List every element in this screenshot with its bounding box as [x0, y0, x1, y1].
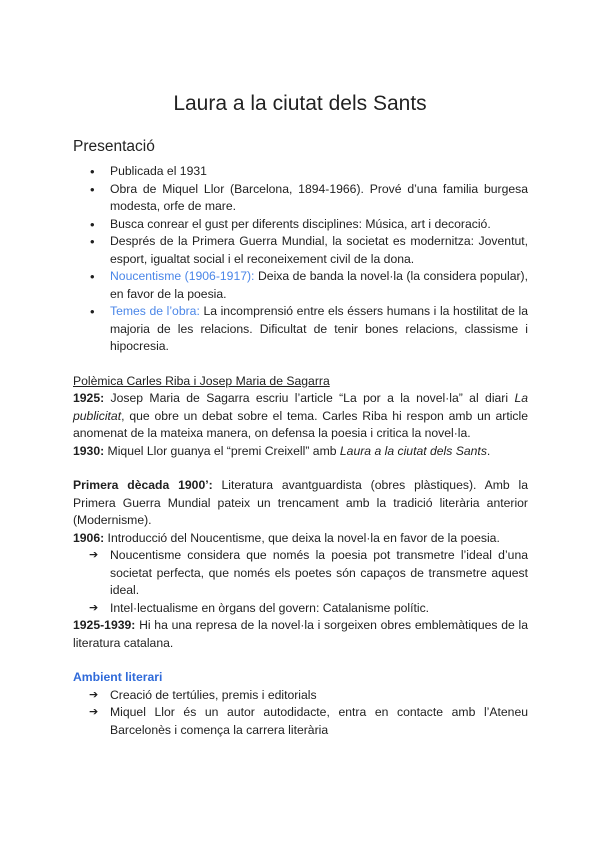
temes-text: La incomprensió entre els éssers humans i la hostilitat de la majoria de les relacions. Dificultat de tenir bones relacions, classisme i hipocresia. — [110, 304, 529, 353]
list-item: • Publicada el 1931 — [73, 163, 528, 181]
polemica-paragraph-1930 — [73, 443, 528, 461]
text-span: Miquel Llor guanya el “premi Creixell” amb — [104, 443, 340, 458]
context-arrow-list — [73, 547, 528, 617]
newspaper-title: La publicitat — [73, 391, 528, 423]
section-heading-ambient: Ambient literari — [73, 670, 163, 684]
text-span: Josep Maria de Sagarra escriu l’article “La por a la novel·la” al diari — [104, 391, 515, 405]
year-label: 1925: — [73, 391, 105, 405]
polemica-paragraph-1925 — [73, 390, 528, 443]
document-title: Laura a la ciutat dels Sants — [173, 92, 427, 115]
list-item — [73, 268, 528, 303]
book-title: Laura a la ciutat dels Sants — [339, 443, 487, 458]
year-label: 1925-1939: — [73, 618, 136, 632]
arrow-item: ➔ Creació de tertúlies, premis i editorials — [73, 687, 528, 705]
list-item: • Després de la Primera Guerra Mundial, la societat es modernitza: Joventut, esport, igualtat social i el reconeixement civil de la dona. — [73, 233, 528, 268]
text-span: Introducció del Noucentisme, que deixa la novel·la en favor de la poesia. — [104, 530, 500, 545]
noucentisme-text: Deixa de banda la novel·la (la considera popular), en favor de la poesia. — [110, 269, 528, 301]
noucentisme-label: Noucentisme (1906-1917): — [110, 269, 255, 283]
year-label: 1906: — [73, 530, 105, 545]
list-item — [73, 303, 528, 356]
list-item: • Busca conrear el gust per diferents disciplines: Música, art i decoració. — [73, 216, 528, 234]
temes-label: Temes de l’obra: — [110, 304, 200, 318]
period-label: Primera dècada 1900’: — [73, 478, 213, 492]
context-paragraph-1906 — [73, 530, 528, 548]
text-span: Hi ha una represa de la novel·la i sorgeixen obres emblemàtiques de la literatura catalana. — [73, 618, 528, 650]
text-span: . — [486, 443, 491, 458]
arrow-item: ➔ Noucentisme considera que només la poesia pot transmetre l’ideal d’una societat perfecta, que només els poetes són capaços de transmetre aquest ideal. — [73, 547, 528, 600]
context-paragraph-1925-1939 — [73, 617, 528, 652]
document-body — [73, 137, 528, 739]
context-paragraph-1900 — [73, 477, 528, 530]
arrow-item: ➔ Intel·lectualisme en òrgans del govern: Catalanisme polític. — [73, 600, 528, 618]
section-heading-presentacio: Presentació — [73, 138, 155, 155]
text-span: , que obre un debat sobre el tema. Carles Riba hi respon amb un article anomenat de la mateixa manera, on defensa la poesia i critica la novel·la. — [73, 408, 528, 440]
presentacio-list — [73, 163, 528, 356]
arrow-item: ➔ Miquel Llor és un autor autodidacte, entra en contacte amb l’Ateneu Barcelonès i comença la carrera literària — [73, 704, 528, 739]
ambient-arrow-list — [73, 687, 528, 740]
list-item: • Obra de Miquel Llor (Barcelona, 1894-1966). Prové d’una familia burgesa modesta, orfe de mare. — [73, 181, 528, 216]
year-label: 1930: — [73, 443, 105, 458]
text-span: Literatura avantguardista (obres plàstiques). Amb la Primera Guerra Mundial pateix un trencament amb la tradició literària anterior (Modernisme). — [73, 478, 528, 527]
section-heading-polemica: Polèmica Carles Riba i Josep Maria de Sagarra — [73, 373, 330, 388]
